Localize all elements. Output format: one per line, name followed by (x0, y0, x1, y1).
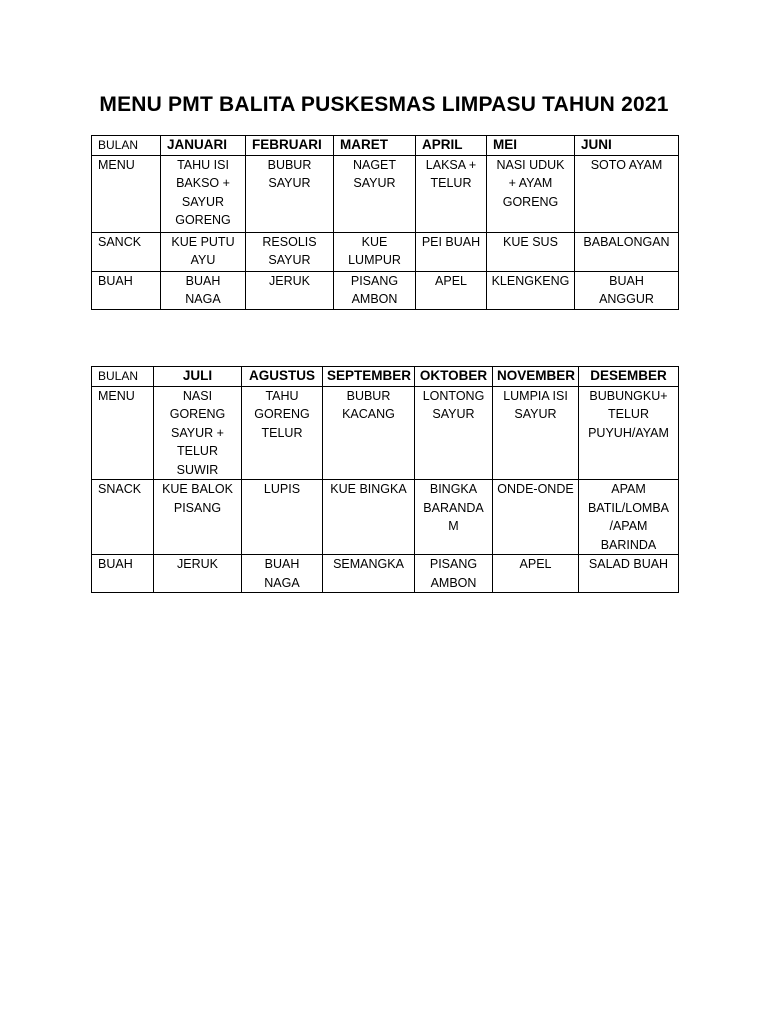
month-header: OKTOBER (415, 367, 493, 387)
table-cell: BINGKA BARANDA M (415, 480, 493, 555)
table-cell: PISANG AMBON (415, 555, 493, 593)
row-label: MENU (92, 386, 154, 480)
month-header: DESEMBER (579, 367, 679, 387)
table-row (92, 480, 679, 555)
month-header: JUNI (575, 136, 679, 156)
table-cell: NAGET SAYUR (334, 155, 416, 232)
month-header: FEBRUARI (246, 136, 334, 156)
table-cell: SEMANGKA (323, 555, 415, 593)
document-title: MENU PMT BALITA PUSKESMAS LIMPASU TAHUN 2021 (99, 93, 669, 116)
menu-table-jan-jun (91, 135, 679, 310)
table-cell: BUBUNGKU+ TELUR PUYUH/AYAM (579, 386, 679, 480)
table-cell: JERUK (246, 271, 334, 309)
table-cell: JERUK (154, 555, 242, 593)
row-label: BUAH (92, 271, 161, 309)
table-cell: ONDE-ONDE (493, 480, 579, 555)
table-cell: KUE SUS (487, 232, 575, 271)
table-cell: LAKSA + TELUR (416, 155, 487, 232)
table-cell: KUE BINGKA (323, 480, 415, 555)
table-cell: APEL (416, 271, 487, 309)
table-cell: BUAH NAGA (242, 555, 323, 593)
month-header: MEI (487, 136, 575, 156)
table-header-row (92, 136, 679, 156)
month-header: JANUARI (161, 136, 246, 156)
table-cell: SALAD BUAH (579, 555, 679, 593)
table-cell: BUBUR KACANG (323, 386, 415, 480)
table-header-row (92, 367, 679, 387)
table-cell: NASI GORENG SAYUR + TELUR SUWIR (154, 386, 242, 480)
table-row (92, 555, 679, 593)
row-label: BUAH (92, 555, 154, 593)
header-label: BULAN (92, 367, 154, 387)
row-label: MENU (92, 155, 161, 232)
month-header: AGUSTUS (242, 367, 323, 387)
table-cell: PEI BUAH (416, 232, 487, 271)
table-cell: PISANG AMBON (334, 271, 416, 309)
table-cell: LUMPIA ISI SAYUR (493, 386, 579, 480)
table-cell: RESOLIS SAYUR (246, 232, 334, 271)
row-label: SNACK (92, 480, 154, 555)
table-row (92, 271, 679, 309)
table-cell: KUE LUMPUR (334, 232, 416, 271)
table-cell: KUE PUTU AYU (161, 232, 246, 271)
table-cell: NASI UDUK + AYAM GORENG (487, 155, 575, 232)
month-header: MARET (334, 136, 416, 156)
menu-table-jul-des (91, 366, 679, 593)
header-label: BULAN (92, 136, 161, 156)
table-cell: LONTONG SAYUR (415, 386, 493, 480)
table-row (92, 155, 679, 232)
table-cell: BUBUR SAYUR (246, 155, 334, 232)
month-header: SEPTEMBER (323, 367, 415, 387)
table-cell: TAHU ISI BAKSO + SAYUR GORENG (161, 155, 246, 232)
table-cell: SOTO AYAM (575, 155, 679, 232)
table-cell: BUAH ANGGUR (575, 271, 679, 309)
table-cell: KLENGKENG (487, 271, 575, 309)
table-cell: LUPIS (242, 480, 323, 555)
table-cell: BUAH NAGA (161, 271, 246, 309)
table-row (92, 386, 679, 480)
table-cell: TAHU GORENG TELUR (242, 386, 323, 480)
table-cell: KUE BALOK PISANG (154, 480, 242, 555)
table-row (92, 232, 679, 271)
table-cell: APAM BATIL/LOMBA /APAM BARINDA (579, 480, 679, 555)
month-header: APRIL (416, 136, 487, 156)
table-cell: BABALONGAN (575, 232, 679, 271)
month-header: NOVEMBER (493, 367, 579, 387)
table-cell: APEL (493, 555, 579, 593)
month-header: JULI (154, 367, 242, 387)
row-label: SANCK (92, 232, 161, 271)
